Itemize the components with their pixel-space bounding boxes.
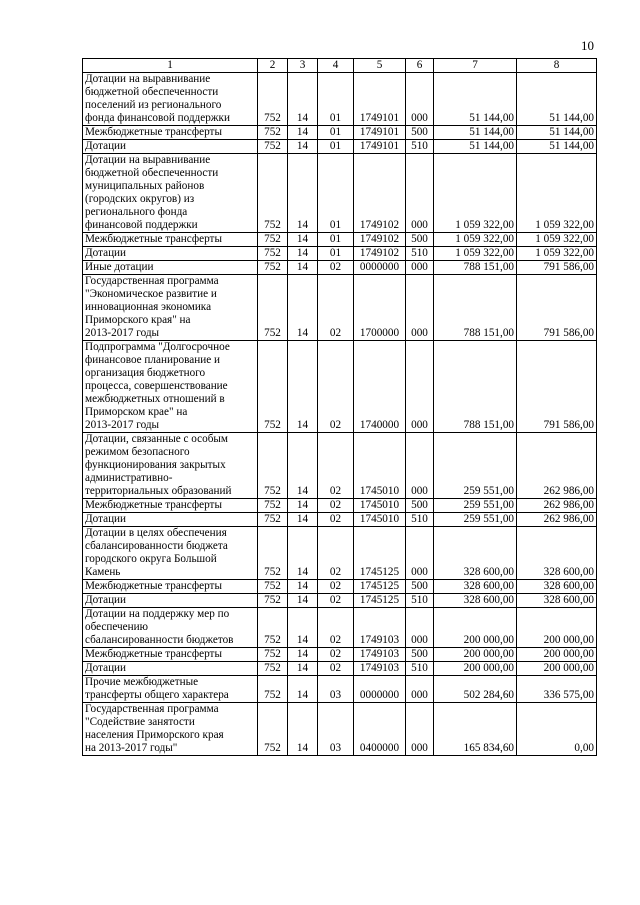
- target-article-code: 1745010: [354, 499, 406, 513]
- section-code: 14: [288, 499, 318, 513]
- table-row: [83, 594, 597, 608]
- table-row: [83, 247, 597, 261]
- expense-type-code: 500: [406, 648, 434, 662]
- section-code: 14: [288, 433, 318, 499]
- amount-col8: 791 586,00: [517, 261, 597, 275]
- row-name: Межбюджетные трансферты: [83, 648, 258, 662]
- target-article-code: 1745010: [354, 433, 406, 499]
- table-row: [83, 662, 597, 676]
- subsection-code: 02: [318, 275, 354, 341]
- amount-col7: 328 600,00: [434, 594, 517, 608]
- expense-type-code: 000: [406, 275, 434, 341]
- admin-code: 752: [258, 233, 288, 247]
- subsection-code: 01: [318, 233, 354, 247]
- target-article-code: 1740000: [354, 341, 406, 433]
- row-name: Межбюджетные трансферты: [83, 126, 258, 140]
- admin-code: 752: [258, 648, 288, 662]
- table-row: [83, 341, 597, 433]
- table-row: [83, 648, 597, 662]
- expense-type-code: 000: [406, 261, 434, 275]
- admin-code: 752: [258, 608, 288, 648]
- section-code: 14: [288, 126, 318, 140]
- section-code: 14: [288, 261, 318, 275]
- amount-col7: 328 600,00: [434, 527, 517, 580]
- amount-col8: 200 000,00: [517, 608, 597, 648]
- expense-type-code: 000: [406, 676, 434, 703]
- expense-type-code: 500: [406, 233, 434, 247]
- admin-code: 752: [258, 154, 288, 233]
- expense-type-code: 000: [406, 703, 434, 756]
- table-row: [83, 676, 597, 703]
- target-article-code: 1749103: [354, 608, 406, 648]
- amount-col7: 200 000,00: [434, 608, 517, 648]
- admin-code: 752: [258, 499, 288, 513]
- admin-code: 752: [258, 676, 288, 703]
- expense-type-code: 500: [406, 580, 434, 594]
- subsection-code: 02: [318, 594, 354, 608]
- amount-col8: 262 986,00: [517, 513, 597, 527]
- row-name: Дотации: [83, 662, 258, 676]
- amount-col8: 200 000,00: [517, 648, 597, 662]
- subsection-code: 02: [318, 608, 354, 648]
- row-name: Дотации: [83, 247, 258, 261]
- row-name: Подпрограмма "Долгосрочное финансовое планирование и организация бюджетного процесса, совершенствование межбюджетных отношений в Приморском крае" на 2013-2017 годы: [83, 341, 258, 433]
- subsection-code: 01: [318, 154, 354, 233]
- section-code: 14: [288, 608, 318, 648]
- admin-code: 752: [258, 275, 288, 341]
- table-row: [83, 703, 597, 756]
- admin-code: 752: [258, 662, 288, 676]
- column-header: 4: [318, 59, 354, 73]
- table-row: [83, 527, 597, 580]
- row-name: Прочие межбюджетные трансферты общего характера: [83, 676, 258, 703]
- target-article-code: 1749101: [354, 140, 406, 154]
- admin-code: 752: [258, 527, 288, 580]
- row-name: Дотации: [83, 513, 258, 527]
- section-code: 14: [288, 233, 318, 247]
- expense-type-code: 500: [406, 126, 434, 140]
- row-name: Дотации, связанные с особым режимом безопасного функционирования закрытых административно- территориальных образований: [83, 433, 258, 499]
- table-row: [83, 261, 597, 275]
- amount-col8: 51 144,00: [517, 140, 597, 154]
- table-row: [83, 126, 597, 140]
- admin-code: 752: [258, 73, 288, 126]
- row-name: Дотации на выравнивание бюджетной обеспеченности муниципальных районов (городских округов) из регионального фонда финансовой поддержки: [83, 154, 258, 233]
- amount-col8: 200 000,00: [517, 662, 597, 676]
- target-article-code: 1745010: [354, 513, 406, 527]
- section-code: 14: [288, 247, 318, 261]
- row-name: Дотации на поддержку мер по обеспечению сбалансированности бюджетов: [83, 608, 258, 648]
- admin-code: 752: [258, 703, 288, 756]
- row-name: Дотации на выравнивание бюджетной обеспеченности поселений из регионального фонда финансовой поддержки: [83, 73, 258, 126]
- section-code: 14: [288, 154, 318, 233]
- expense-type-code: 000: [406, 341, 434, 433]
- target-article-code: 1749102: [354, 154, 406, 233]
- amount-col7: 788 151,00: [434, 261, 517, 275]
- amount-col8: 51 144,00: [517, 73, 597, 126]
- row-name: Дотации в целях обеспечения сбалансированности бюджета городского округа Большой Камень: [83, 527, 258, 580]
- amount-col8: 328 600,00: [517, 580, 597, 594]
- section-code: 14: [288, 662, 318, 676]
- table-row: [83, 140, 597, 154]
- subsection-code: 02: [318, 513, 354, 527]
- column-header: 1: [83, 59, 258, 73]
- admin-code: 752: [258, 580, 288, 594]
- table-row: [83, 275, 597, 341]
- section-code: 14: [288, 513, 318, 527]
- subsection-code: 01: [318, 247, 354, 261]
- amount-col7: 788 151,00: [434, 275, 517, 341]
- expense-type-code: 510: [406, 140, 434, 154]
- table-row: [83, 154, 597, 233]
- section-code: 14: [288, 275, 318, 341]
- amount-col7: 788 151,00: [434, 341, 517, 433]
- amount-col8: 328 600,00: [517, 527, 597, 580]
- section-code: 14: [288, 73, 318, 126]
- header-row: [83, 59, 597, 73]
- subsection-code: 02: [318, 261, 354, 275]
- subsection-code: 02: [318, 527, 354, 580]
- row-name: Межбюджетные трансферты: [83, 580, 258, 594]
- table-row: [83, 513, 597, 527]
- subsection-code: 02: [318, 580, 354, 594]
- amount-col7: 259 551,00: [434, 499, 517, 513]
- subsection-code: 03: [318, 676, 354, 703]
- subsection-code: 02: [318, 499, 354, 513]
- amount-col7: 328 600,00: [434, 580, 517, 594]
- expense-type-code: 510: [406, 662, 434, 676]
- amount-col8: 1 059 322,00: [517, 233, 597, 247]
- admin-code: 752: [258, 261, 288, 275]
- admin-code: 752: [258, 247, 288, 261]
- expense-type-code: 000: [406, 73, 434, 126]
- subsection-code: 01: [318, 140, 354, 154]
- target-article-code: 1745125: [354, 580, 406, 594]
- table-row: [83, 433, 597, 499]
- amount-col7: 1 059 322,00: [434, 233, 517, 247]
- admin-code: 752: [258, 126, 288, 140]
- expense-type-code: 510: [406, 513, 434, 527]
- amount-col8: 1 059 322,00: [517, 247, 597, 261]
- expense-type-code: 000: [406, 154, 434, 233]
- expense-type-code: 000: [406, 608, 434, 648]
- target-article-code: 0000000: [354, 676, 406, 703]
- table-row: [83, 233, 597, 247]
- admin-code: 752: [258, 433, 288, 499]
- subsection-code: 02: [318, 662, 354, 676]
- amount-col7: 259 551,00: [434, 513, 517, 527]
- amount-col7: 51 144,00: [434, 73, 517, 126]
- row-name: Межбюджетные трансферты: [83, 499, 258, 513]
- amount-col8: 328 600,00: [517, 594, 597, 608]
- section-code: 14: [288, 676, 318, 703]
- admin-code: 752: [258, 513, 288, 527]
- subsection-code: 02: [318, 648, 354, 662]
- amount-col7: 51 144,00: [434, 140, 517, 154]
- table-row: [83, 580, 597, 594]
- section-code: 14: [288, 648, 318, 662]
- target-article-code: 1749101: [354, 73, 406, 126]
- amount-col8: 791 586,00: [517, 341, 597, 433]
- table-row: [83, 73, 597, 126]
- subsection-code: 01: [318, 126, 354, 140]
- column-header: 6: [406, 59, 434, 73]
- target-article-code: 1745125: [354, 594, 406, 608]
- amount-col8: 1 059 322,00: [517, 154, 597, 233]
- amount-col8: 336 575,00: [517, 676, 597, 703]
- amount-col7: 1 059 322,00: [434, 154, 517, 233]
- page-number: 10: [581, 38, 594, 53]
- expense-type-code: 510: [406, 594, 434, 608]
- section-code: 14: [288, 341, 318, 433]
- column-header: 2: [258, 59, 288, 73]
- expense-type-code: 000: [406, 527, 434, 580]
- subsection-code: 02: [318, 341, 354, 433]
- target-article-code: 1749103: [354, 648, 406, 662]
- column-header: 8: [517, 59, 597, 73]
- table-row: [83, 499, 597, 513]
- amount-col7: 51 144,00: [434, 126, 517, 140]
- target-article-code: 1700000: [354, 275, 406, 341]
- admin-code: 752: [258, 140, 288, 154]
- row-name: Дотации: [83, 594, 258, 608]
- amount-col7: 200 000,00: [434, 662, 517, 676]
- section-code: 14: [288, 703, 318, 756]
- amount-col8: 0,00: [517, 703, 597, 756]
- amount-col7: 259 551,00: [434, 433, 517, 499]
- amount-col7: 502 284,60: [434, 676, 517, 703]
- target-article-code: 1749101: [354, 126, 406, 140]
- section-code: 14: [288, 140, 318, 154]
- row-name: Иные дотации: [83, 261, 258, 275]
- column-header: 5: [354, 59, 406, 73]
- column-header: 3: [288, 59, 318, 73]
- expense-type-code: 500: [406, 499, 434, 513]
- row-name: Государственная программа "Экономическое развитие и инновационная экономика Приморского края" на 2013-2017 годы: [83, 275, 258, 341]
- subsection-code: 02: [318, 433, 354, 499]
- amount-col8: 791 586,00: [517, 275, 597, 341]
- target-article-code: 1749103: [354, 662, 406, 676]
- table-body: [83, 73, 597, 756]
- target-article-code: 1745125: [354, 527, 406, 580]
- column-header: 7: [434, 59, 517, 73]
- expense-type-code: 510: [406, 247, 434, 261]
- row-name: Государственная программа "Содействие занятости населения Приморского края на 2013-2017 годы": [83, 703, 258, 756]
- amount-col8: 262 986,00: [517, 433, 597, 499]
- amount-col7: 165 834,60: [434, 703, 517, 756]
- target-article-code: 0400000: [354, 703, 406, 756]
- section-code: 14: [288, 580, 318, 594]
- table-row: [83, 608, 597, 648]
- amount-col7: 1 059 322,00: [434, 247, 517, 261]
- expense-type-code: 000: [406, 433, 434, 499]
- amount-col8: 262 986,00: [517, 499, 597, 513]
- amount-col8: 51 144,00: [517, 126, 597, 140]
- budget-table: [82, 58, 597, 756]
- target-article-code: 1749102: [354, 233, 406, 247]
- admin-code: 752: [258, 594, 288, 608]
- section-code: 14: [288, 527, 318, 580]
- section-code: 14: [288, 594, 318, 608]
- target-article-code: 1749102: [354, 247, 406, 261]
- subsection-code: 03: [318, 703, 354, 756]
- admin-code: 752: [258, 341, 288, 433]
- row-name: Дотации: [83, 140, 258, 154]
- target-article-code: 0000000: [354, 261, 406, 275]
- row-name: Межбюджетные трансферты: [83, 233, 258, 247]
- amount-col7: 200 000,00: [434, 648, 517, 662]
- subsection-code: 01: [318, 73, 354, 126]
